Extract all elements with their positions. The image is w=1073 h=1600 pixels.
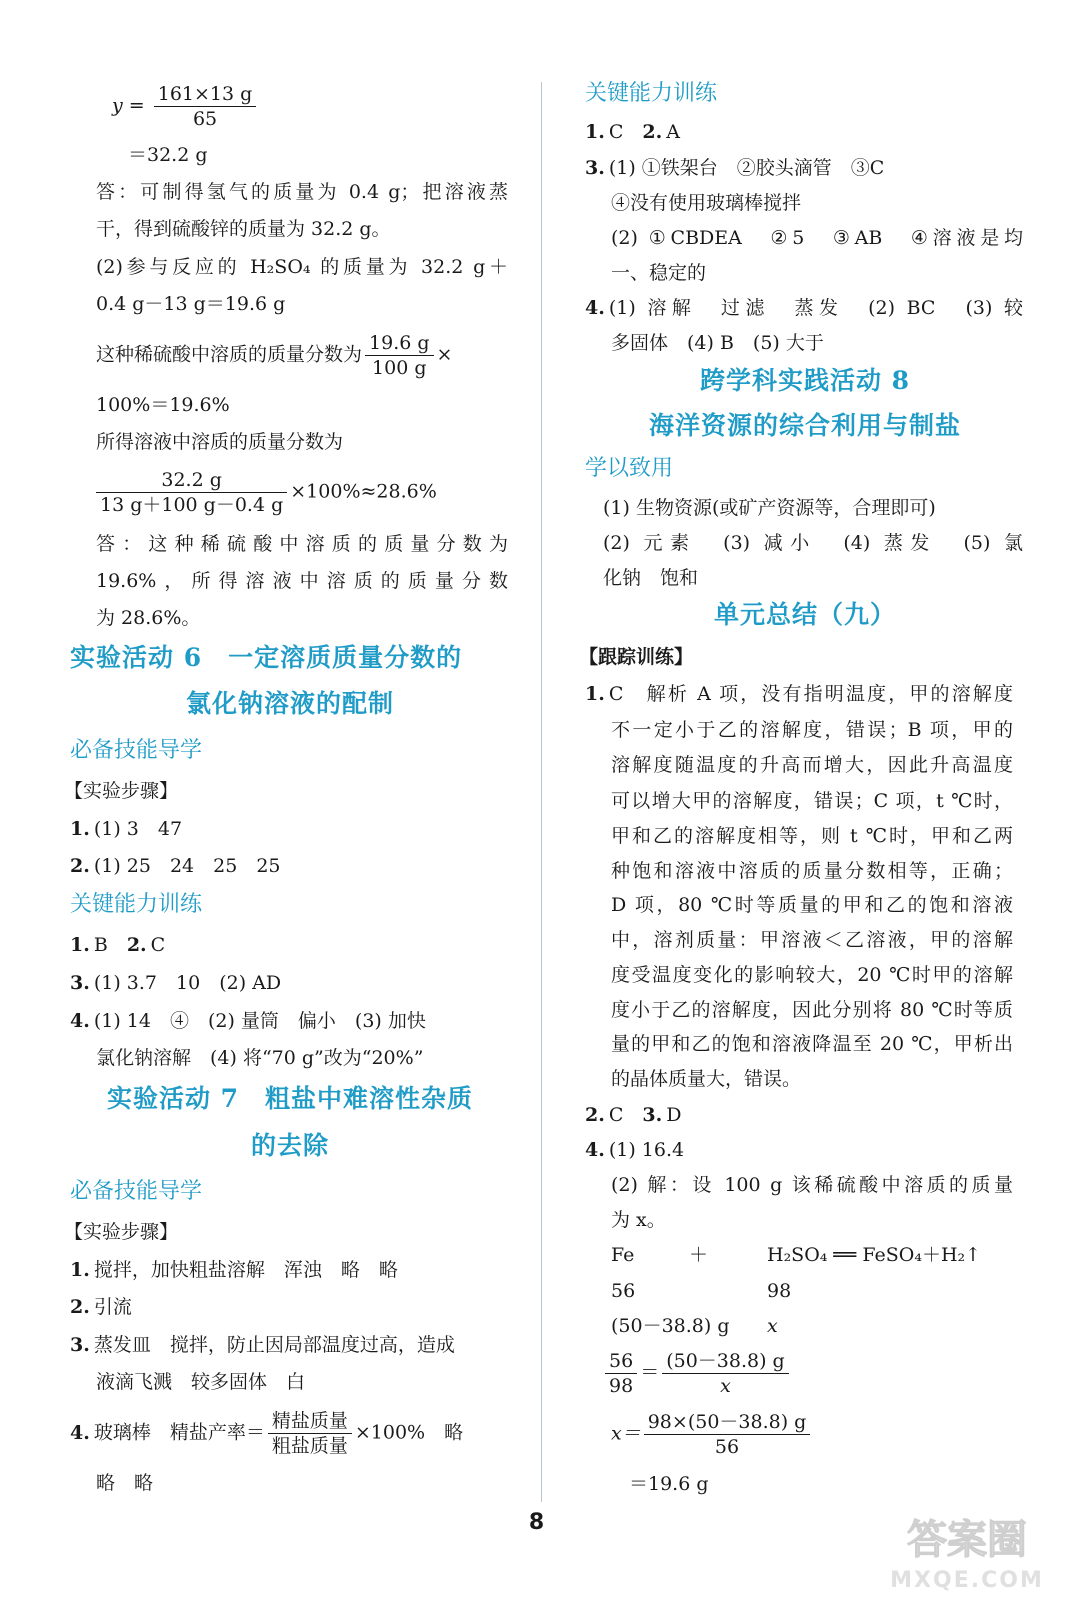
q1-line-i: 度受温度变化的影响较大，20 ℃时甲的溶解 [611,964,1013,986]
proportion: $\frac{56}{98}$ ＝ $\frac{(50-38.8) g}{x}$ [605,1349,792,1398]
activity-7-step-3a: 3. 蒸发皿 搅拌，防止因局部温度过高，造成 [70,1334,455,1356]
activity-7-step-3b: 液滴飞溅 较多固体 白 [96,1371,306,1393]
activity-7-step-4b: 略 略 [96,1472,154,1494]
activity-7-step-2: 2. 引流 [70,1296,132,1318]
key-3b: ④没有使用玻璃棒搅拌 [611,192,802,214]
tracking-heading: 【跟踪训练】 [579,646,694,668]
activity-6-key-heading: 关键能力训练 [70,892,203,917]
key-3c: (2) ①CBDEA ②5 ③AB ④溶液是均 [611,227,1023,249]
q1-line-a: 1. C 解析 A 项，没有指明温度，甲的溶解度 [585,683,1013,705]
activity-6-key-3: 3. (1) 3.7 10 (2) AD [70,972,282,994]
q4-line-a: 4. (1) 16.4 [585,1139,685,1161]
page-number: 8 [528,1510,545,1535]
solve-x-result: ＝19.6 g [629,1473,709,1495]
q2-q3: 2. C 3. D [585,1104,682,1126]
reaction-equation: H₂SO₄ ══ FeSO₄＋H₂↑ [767,1244,982,1266]
q1-line-f: 种饱和溶液中溶质的质量分数相等，正确； [611,860,1013,882]
watermark-bottom-text: MXQE.COM [890,1568,1044,1593]
activity-6-steps-heading: 【实验步骤】 [64,780,179,802]
activity-7-title-a: 实验活动 7 粗盐中难溶性杂质 [106,1084,474,1113]
activity-7-step-1: 1. 搅拌，加快粗盐溶解 浑浊 略 略 [70,1259,398,1281]
part-2-line-b: 0.4 g－13 g＝19.6 g [96,293,286,315]
activity-7-step-4: 4. 玻璃棒 精盐产率＝ $\frac{\text{精盐质量}}{\text{粗盐质量}}$ ×100% 略 [70,1410,464,1457]
activity-6-key-4b: 氯化钠溶解 (4) 将“70 g”改为“20%” [96,1047,424,1069]
activity-7-guide-heading: 必备技能导学 [70,1179,203,1204]
apply-line-1: (1) 生物资源(或矿产资源等，合理即可) [603,497,936,519]
solution-percent-intro: 所得溶液中溶质的质量分数为 [96,431,344,453]
reaction-fe: Fe [611,1244,635,1266]
reaction-mass-acid: 98 [767,1280,792,1302]
apply-heading: 学以致用 [585,456,674,481]
activity-6-step-1: 1. (1) 3 47 [70,818,183,840]
activity-7-steps-heading: 【实验步骤】 [64,1221,179,1243]
activity-6-key-4a: 4. (1) 14 ④ (2) 量筒 偏小 (3) 加快 [70,1010,426,1032]
apply-line-2: (2) 元素 (3) 减小 (4) 蒸发 (5) 氯 [603,532,1023,554]
activity-6-step-2: 2. (1) 25 24 25 25 [70,855,281,877]
q1-line-d: 可以增大甲的溶解度，错误；C 项，t ℃时， [611,790,1013,812]
key-4a: 4. (1) 溶解 过滤 蒸发 (2) BC (3) 较 [585,297,1023,319]
reaction-plus: ＋ [689,1244,709,1266]
watermark-logo [872,1505,1062,1595]
reaction-mass-fe: 56 [611,1280,636,1302]
apply-line-3: 化钠 饱和 [603,567,699,589]
fraction-solution-percent: $\frac{32.2 g}{13 g+100 g-0.4 g}$ ×100%≈28.6% [96,468,437,517]
answer-2-line-a: 答：这种稀硫酸中溶质的质量分数为 [96,533,508,555]
activity-7-title-b: 的去除 [250,1131,329,1160]
activity-6-key-1-2: 1. B 2. C [70,934,166,956]
fraction-acid-result: 100%＝19.6% [96,394,230,416]
q1-line-g: D 项，80 ℃时等质量的甲和乙的饱和溶液 [611,894,1013,916]
part-2-line-a: (2)参与反应的 H₂SO₄ 的质量为 32.2 g＋ [96,256,508,278]
fraction-acid-percent: 这种稀硫酸中溶质的质量分数为 $\frac{19.6 g}{100 g}$ × [96,332,453,379]
solve-x: x＝ $\frac{98\times(50-38.8) g}{56}$ [611,1410,813,1459]
activity-8-title-a: 跨学科实践活动 8 [699,366,911,395]
activity-6-guide-heading: 必备技能导学 [70,738,203,763]
key-3a: 3. (1) ①铁架台 ②胶头滴管 ③C [585,157,885,179]
key-1-2: 1. C 2. A [585,121,680,143]
reaction-value-fe: (50－38.8) g [611,1315,730,1337]
q1-line-k: 量的甲和乙的饱和溶液降温至 20 ℃，甲析出 [611,1033,1013,1055]
equation-y: y = $\frac{161\times 13 g}{65}$ [112,82,259,131]
equation-y-result: ＝32.2 g [128,144,208,166]
answer-1-line-b: 干，得到硫酸锌的质量为 32.2 g。 [96,218,391,240]
answer-2-line-c: 为 28.6%。 [96,607,201,629]
key-skills-heading: 关键能力训练 [585,81,718,106]
q1-line-h: 中，溶剂质量：甲溶液＜乙溶液，甲的溶解 [611,929,1013,951]
unit-summary-title: 单元总结（九） [713,600,896,629]
activity-6-title-a: 实验活动 6 一定溶质质量分数的 [70,643,463,672]
reaction-value-acid: x [767,1315,778,1337]
activity-8-title-b: 海洋资源的综合利用与制盐 [648,411,961,440]
q1-line-j: 度小于乙的溶解度，因此分别将 80 ℃时等质 [611,999,1013,1021]
q1-line-b: 不一定小于乙的溶解度，错误；B 项，甲的 [611,719,1013,741]
key-4b: 多固体 (4) B (5) 大于 [611,332,824,354]
column-divider [541,82,542,1502]
activity-6-title-b: 氯化钠溶液的配制 [185,689,394,718]
watermark-top-text: 答案圈 [907,1517,1027,1563]
q1-line-l: 的晶体质量大，错误。 [611,1068,802,1090]
q1-line-c: 溶解度随温度的升高而增大，因此升高温度 [611,754,1013,776]
q4-line-b: (2) 解：设 100 g 该稀硫酸中溶质的质量 [611,1174,1013,1196]
q4-line-c: 为 x。 [611,1209,666,1231]
answer-2-line-b: 19.6%，所得溶液中溶质的质量分数 [96,570,508,592]
key-3d: 一、稳定的 [611,262,707,284]
q1-line-e: 甲和乙的溶解度相等，则 t ℃时，甲和乙两 [611,825,1013,847]
answer-1-line-a: 答：可制得氢气的质量为 0.4 g；把溶液蒸 [96,181,508,203]
